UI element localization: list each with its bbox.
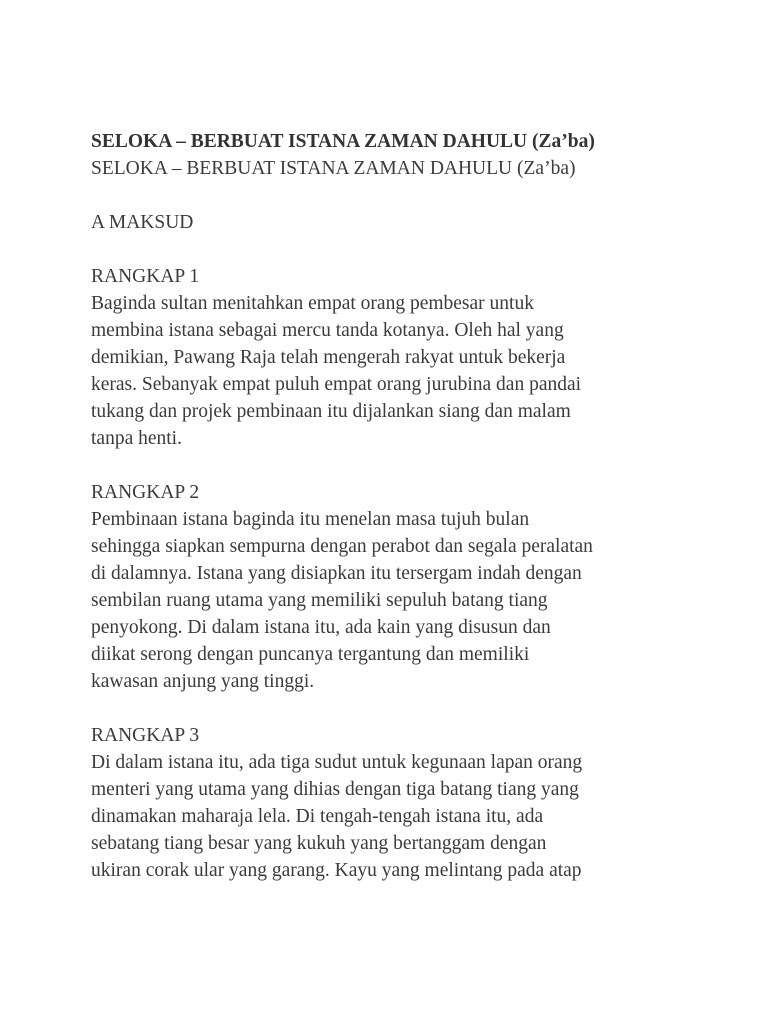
spacer [91,695,691,722]
document-title-bold: SELOKA – BERBUAT ISTANA ZAMAN DAHULU (Za’ba) [91,131,595,152]
stanza-line: di dalamnya. Istana yang disiapkan itu tersergam indah dengan [91,563,582,584]
stanza-line: dinamakan maharaja lela. Di tengah-tengah istana itu, ada [91,806,544,827]
stanza-line: diikat serong dengan puncanya tergantung dan memiliki [91,644,530,665]
stanza-line: membina istana sebagai mercu tanda kotanya. Oleh hal yang [91,320,564,341]
stanza-1 [91,263,691,452]
spacer [91,452,691,479]
stanza-heading: RANGKAP 2 [91,482,200,503]
stanza-line: Pembinaan istana baginda itu menelan masa tujuh bulan [91,509,530,530]
document-page [91,128,691,884]
stanza-line: menteri yang utama yang dihias dengan tiga batang tiang yang [91,779,579,800]
stanza-line: tanpa henti. [91,428,182,449]
stanza-line: Baginda sultan menitahkan empat orang pembesar untuk [91,293,534,314]
stanza-line: sehingga siapkan sempurna dengan perabot dan segala peralatan [91,536,593,557]
stanza-line: tukang dan projek pembinaan itu dijalankan siang dan malam [91,401,571,422]
stanza-3 [91,722,691,884]
stanza-line: Di dalam istana itu, ada tiga sudut untuk kegunaan lapan orang [91,752,583,773]
stanza-line: ukiran corak ular yang garang. Kayu yang melintang pada atap [91,860,582,881]
stanza-heading: RANGKAP 3 [91,725,200,746]
stanza-line: sembilan ruang utama yang memiliki sepuluh batang tiang [91,590,548,611]
stanza-line: demikian, Pawang Raja telah mengerah rakyat untuk bekerja [91,347,566,368]
stanza-line: keras. Sebanyak empat puluh empat orang jurubina dan pandai [91,374,582,395]
section-heading: A MAKSUD [91,212,194,233]
stanza-line: kawasan anjung yang tinggi. [91,671,315,692]
stanza-heading: RANGKAP 1 [91,266,200,287]
stanza-line: penyokong. Di dalam istana itu, ada kain yang disusun dan [91,617,551,638]
document-title-plain: SELOKA – BERBUAT ISTANA ZAMAN DAHULU (Za’ba) [91,158,576,179]
stanza-line: sebatang tiang besar yang kukuh yang bertanggam dengan [91,833,547,854]
spacer [91,182,691,209]
stanza-2 [91,479,691,695]
spacer [91,236,691,263]
